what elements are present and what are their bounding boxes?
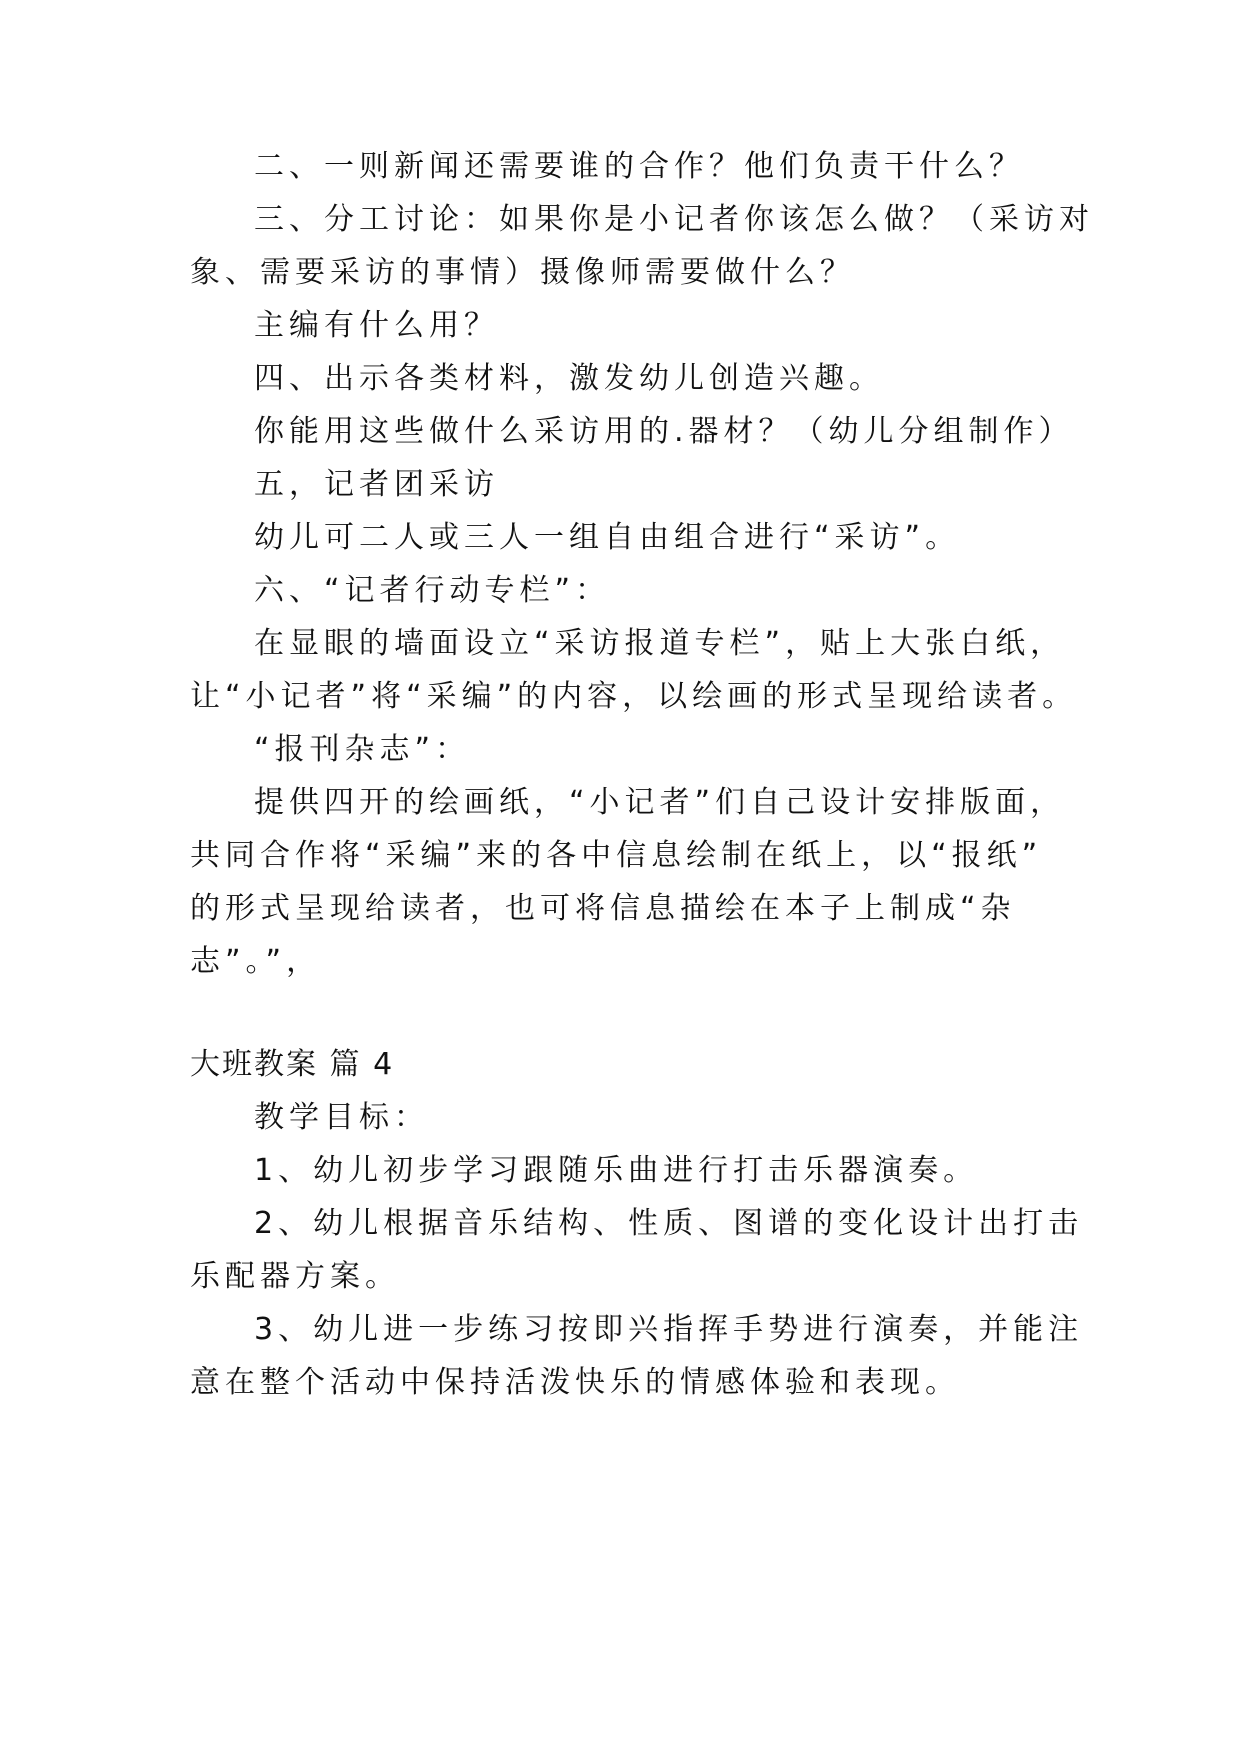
paragraph-line: 四、出示各类材料，激发幼儿创造兴趣。 [254,361,884,396]
paragraph-line: “报刊杂志”： [254,732,471,767]
paragraph-line: 乐配器方案。 [190,1259,400,1294]
paragraph-line: 提供四开的绘画纸，“小记者”们自己设计安排版面， [254,785,1066,820]
paragraph-line: 主编有什么用？ [254,308,499,343]
paragraph-line: 你能用这些做什么采访用的.器材？（幼儿分组制作） [254,414,1074,449]
paragraph-line: 的形式呈现给读者，也可将信息描绘在本子上制成“杂 [190,891,1016,926]
section-heading: 大班教案 篇 4 [190,1047,395,1082]
paragraph-line: 五，记者团采访 [254,467,499,502]
paragraph-line: 共同合作将“采编”来的各中信息绘制在纸上，以“报纸” [190,838,1043,873]
paragraph-line: 1、幼儿初步学习跟随乐曲进行打击乐器演奏。 [254,1153,979,1188]
paragraph-line: 在显眼的墙面设立“采访报道专栏”，贴上大张白纸， [254,626,1066,661]
paragraph-line: 二、一则新闻还需要谁的合作？他们负责干什么？ [254,149,1024,184]
paragraph-line: 让“小记者”将“采编”的内容，以绘画的形式呈现给读者。 [190,679,1078,714]
paragraph-line: 六、“记者行动专栏”： [254,573,611,608]
paragraph-line: 教学目标： [254,1100,429,1135]
paragraph-line: 志”。”， [190,944,322,979]
paragraph-line: 2、幼儿根据音乐结构、性质、图谱的变化设计出打击 [254,1206,1084,1241]
paragraph-line: 象、需要采访的事情）摄像师需要做什么？ [190,255,855,290]
paragraph-line: 意在整个活动中保持活泼快乐的情感体验和表现。 [190,1365,960,1400]
paragraph-line: 幼儿可二人或三人一组自由组合进行“采访”。 [254,520,961,555]
paragraph-line: 3、幼儿进一步练习按即兴指挥手势进行演奏，并能注 [254,1312,1084,1347]
paragraph-line: 三、分工讨论：如果你是小记者你该怎么做？（采访对 [254,202,1094,237]
